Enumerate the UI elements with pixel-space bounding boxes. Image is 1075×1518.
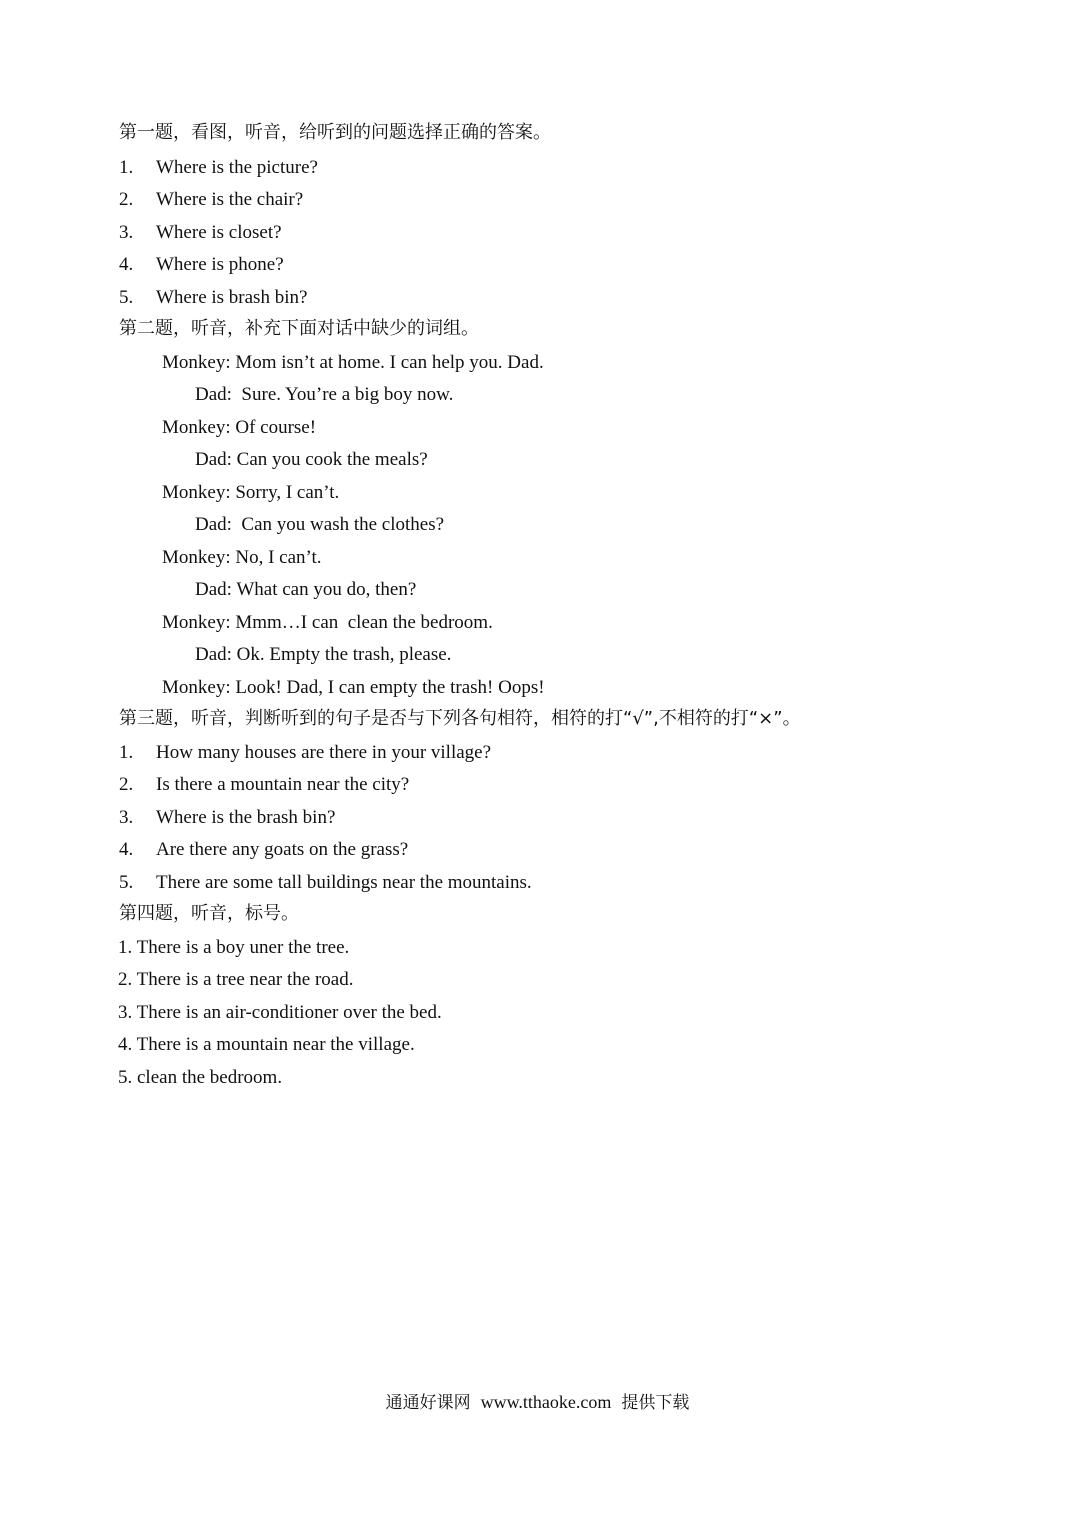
section3-item-num: 1. xyxy=(119,742,134,763)
section3-item-text: Are there any goats on the grass? xyxy=(156,839,409,860)
dialogue-line-monkey: Monkey: Mom isn’t at home. I can help you. Dad. xyxy=(162,352,544,373)
section1-item-num: 1. xyxy=(119,157,134,178)
section3-item-num: 2. xyxy=(119,774,134,795)
section3-item-text: There are some tall buildings near the mountains. xyxy=(156,872,532,893)
section1-item-text: Where is closet? xyxy=(156,222,282,243)
section3-item-text: How many houses are there in your village? xyxy=(156,742,492,763)
dialogue-line-monkey: Monkey: No, I can’t. xyxy=(162,547,322,568)
dialogue-line-dad: Dad: Can you wash the clothes? xyxy=(195,514,445,535)
page-footer xyxy=(0,1391,1075,1414)
footer-url-link[interactable]: www.tthaoke.com xyxy=(480,1392,612,1412)
dialogue-line-monkey: Monkey: Mmm…I can clean the bedroom. xyxy=(162,612,493,633)
section4-item: 3. There is an air-conditioner over the bed. xyxy=(118,1002,442,1023)
section3-heading: 第三题，听音，判断听到的句子是否与下列各句相符，相符的打“√”,不相符的打“×”。 xyxy=(119,708,801,729)
section1-item-text: Where is the picture? xyxy=(156,157,318,178)
section4-item: 4. There is a mountain near the village. xyxy=(118,1034,415,1055)
section3-item-text: Where is the brash bin? xyxy=(156,807,336,828)
dialogue-line-monkey: Monkey: Sorry, I can’t. xyxy=(162,482,340,503)
section4-item: 1. There is a boy uner the tree. xyxy=(118,937,350,958)
section3-item-num: 3. xyxy=(119,807,134,828)
dialogue-line-dad: Dad: Ok. Empty the trash, please. xyxy=(195,644,452,665)
section4-item: 5. clean the bedroom. xyxy=(118,1067,283,1088)
dialogue-line-dad: Dad: Can you cook the meals? xyxy=(195,449,428,470)
section3-item-num: 4. xyxy=(119,839,134,860)
dialogue-line-dad: Dad: What can you do, then? xyxy=(195,579,417,600)
section1-item-num: 4. xyxy=(119,254,134,275)
dialogue-line-monkey: Monkey: Look! Dad, I can empty the trash! Oops! xyxy=(162,677,545,698)
footer-site-name: 通通好课网 xyxy=(385,1393,471,1413)
section4-heading: 第四题，听音，标号。 xyxy=(119,903,299,924)
section1-item-num: 2. xyxy=(119,189,134,210)
section2-heading: 第二题，听音，补充下面对话中缺少的词组。 xyxy=(119,318,479,339)
section1-item-text: Where is phone? xyxy=(156,254,284,275)
section1-item-text: Where is brash bin? xyxy=(156,287,308,308)
section3-item-text: Is there a mountain near the city? xyxy=(156,774,410,795)
section1-item-num: 5. xyxy=(119,287,134,308)
section1-item-text: Where is the chair? xyxy=(156,189,304,210)
section4-item: 2. There is a tree near the road. xyxy=(118,969,354,990)
section1-item-num: 3. xyxy=(119,222,134,243)
footer-suffix: 提供下载 xyxy=(621,1393,690,1413)
section1-heading: 第一题，看图，听音，给听到的问题选择正确的答案。 xyxy=(119,122,551,143)
dialogue-line-monkey: Monkey: Of course! xyxy=(162,417,317,438)
dialogue-line-dad: Dad: Sure. You’re a big boy now. xyxy=(195,384,454,405)
section3-item-num: 5. xyxy=(119,872,134,893)
